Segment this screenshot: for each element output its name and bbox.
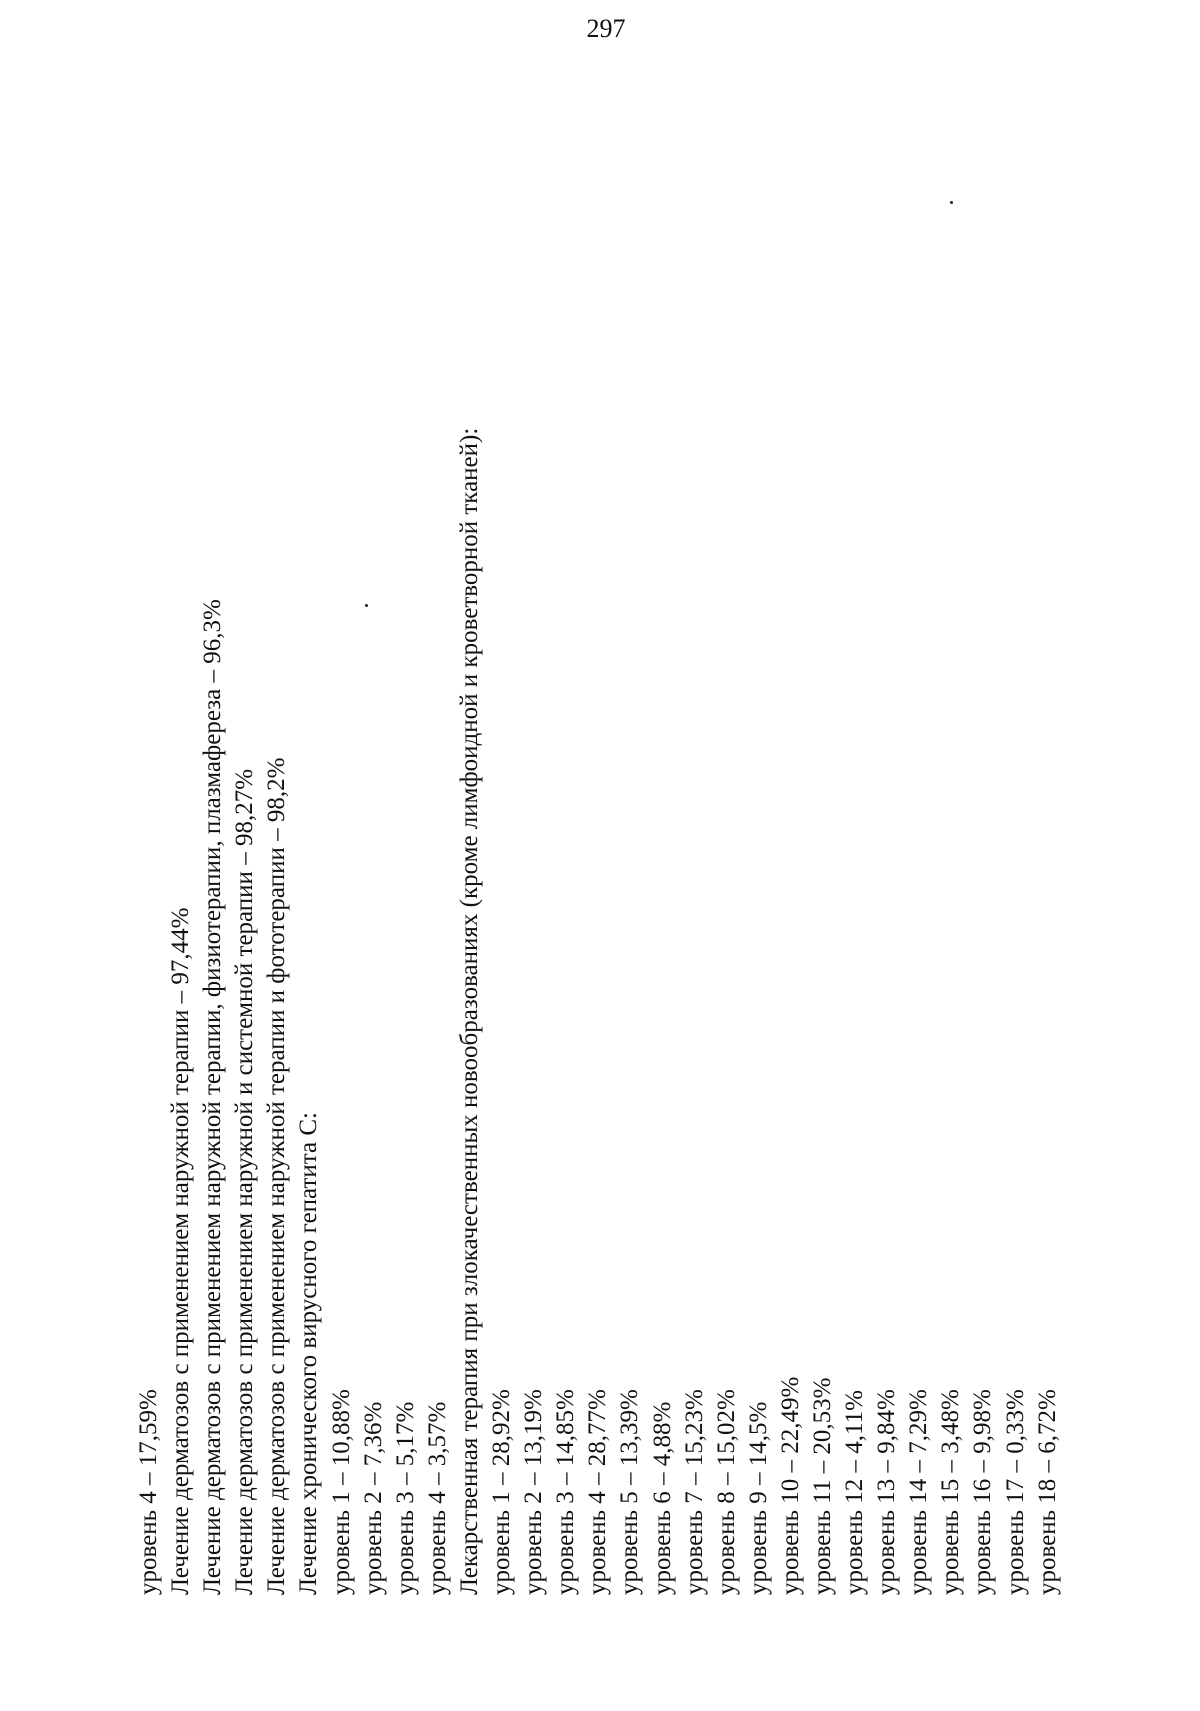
text-line: уровень 3 – 5,17% xyxy=(391,1401,419,1595)
text-line: Лечение дерматозов с применением наружной и системной терапии – 98,27% xyxy=(231,768,259,1595)
text-line: уровень 15 – 3,48% xyxy=(937,1389,965,1595)
text-line: уровень 4 – 28,77% xyxy=(584,1389,612,1595)
text-line: уровень 11 – 20,53% xyxy=(808,1377,836,1595)
text-line: уровень 12 – 4,11% xyxy=(841,1390,869,1595)
scan-speck xyxy=(365,604,368,607)
text-line: уровень 2 – 13,19% xyxy=(520,1389,548,1595)
text-line: уровень 1 – 28,92% xyxy=(488,1389,516,1595)
text-line: уровень 17 – 0,33% xyxy=(1001,1389,1029,1595)
text-line: уровень 1 – 10,88% xyxy=(327,1389,355,1595)
text-line: уровень 8 – 15,02% xyxy=(712,1389,740,1595)
text-line: уровень 5 – 13,39% xyxy=(616,1389,644,1595)
text-line: Лечение дерматозов с применением наружной терапии – 97,44% xyxy=(167,907,195,1595)
scan-speck xyxy=(950,201,953,204)
text-line: уровень 2 – 7,36% xyxy=(359,1401,387,1595)
text-line: Лекарственная терапия при злокачественных новообразованиях (кроме лимфоидной и кроветворной тканей): xyxy=(455,427,483,1595)
text-line: уровень 10 – 22,49% xyxy=(776,1376,804,1595)
text-line: уровень 9 – 14,5% xyxy=(744,1401,772,1595)
text-line: Лечение хронического вирусного гепатита С: xyxy=(295,1112,323,1595)
text-line: уровень 4 – 3,57% xyxy=(423,1401,451,1595)
rotated-text-block xyxy=(133,195,1064,1595)
text-line: уровень 4 – 17,59% xyxy=(135,1389,162,1595)
text-line: уровень 6 – 4,88% xyxy=(648,1401,676,1595)
text-line: уровень 13 – 9,84% xyxy=(873,1389,901,1595)
text-line: Лечение дерматозов с применением наружной терапии, физиотерапии, плазмафереза – 96,3% xyxy=(199,599,227,1595)
text-line: Лечение дерматозов с применением наружной терапии и фототерапии – 98,2% xyxy=(263,757,291,1595)
text-line: уровень 3 – 14,85% xyxy=(552,1389,580,1595)
text-line: уровень 18 – 6,72% xyxy=(1033,1389,1061,1595)
text-line: уровень 7 – 15,23% xyxy=(680,1389,708,1595)
text-line: уровень 16 – 9,98% xyxy=(969,1389,997,1595)
page-number: 297 xyxy=(586,14,626,43)
text-line: уровень 14 – 7,29% xyxy=(905,1389,933,1595)
